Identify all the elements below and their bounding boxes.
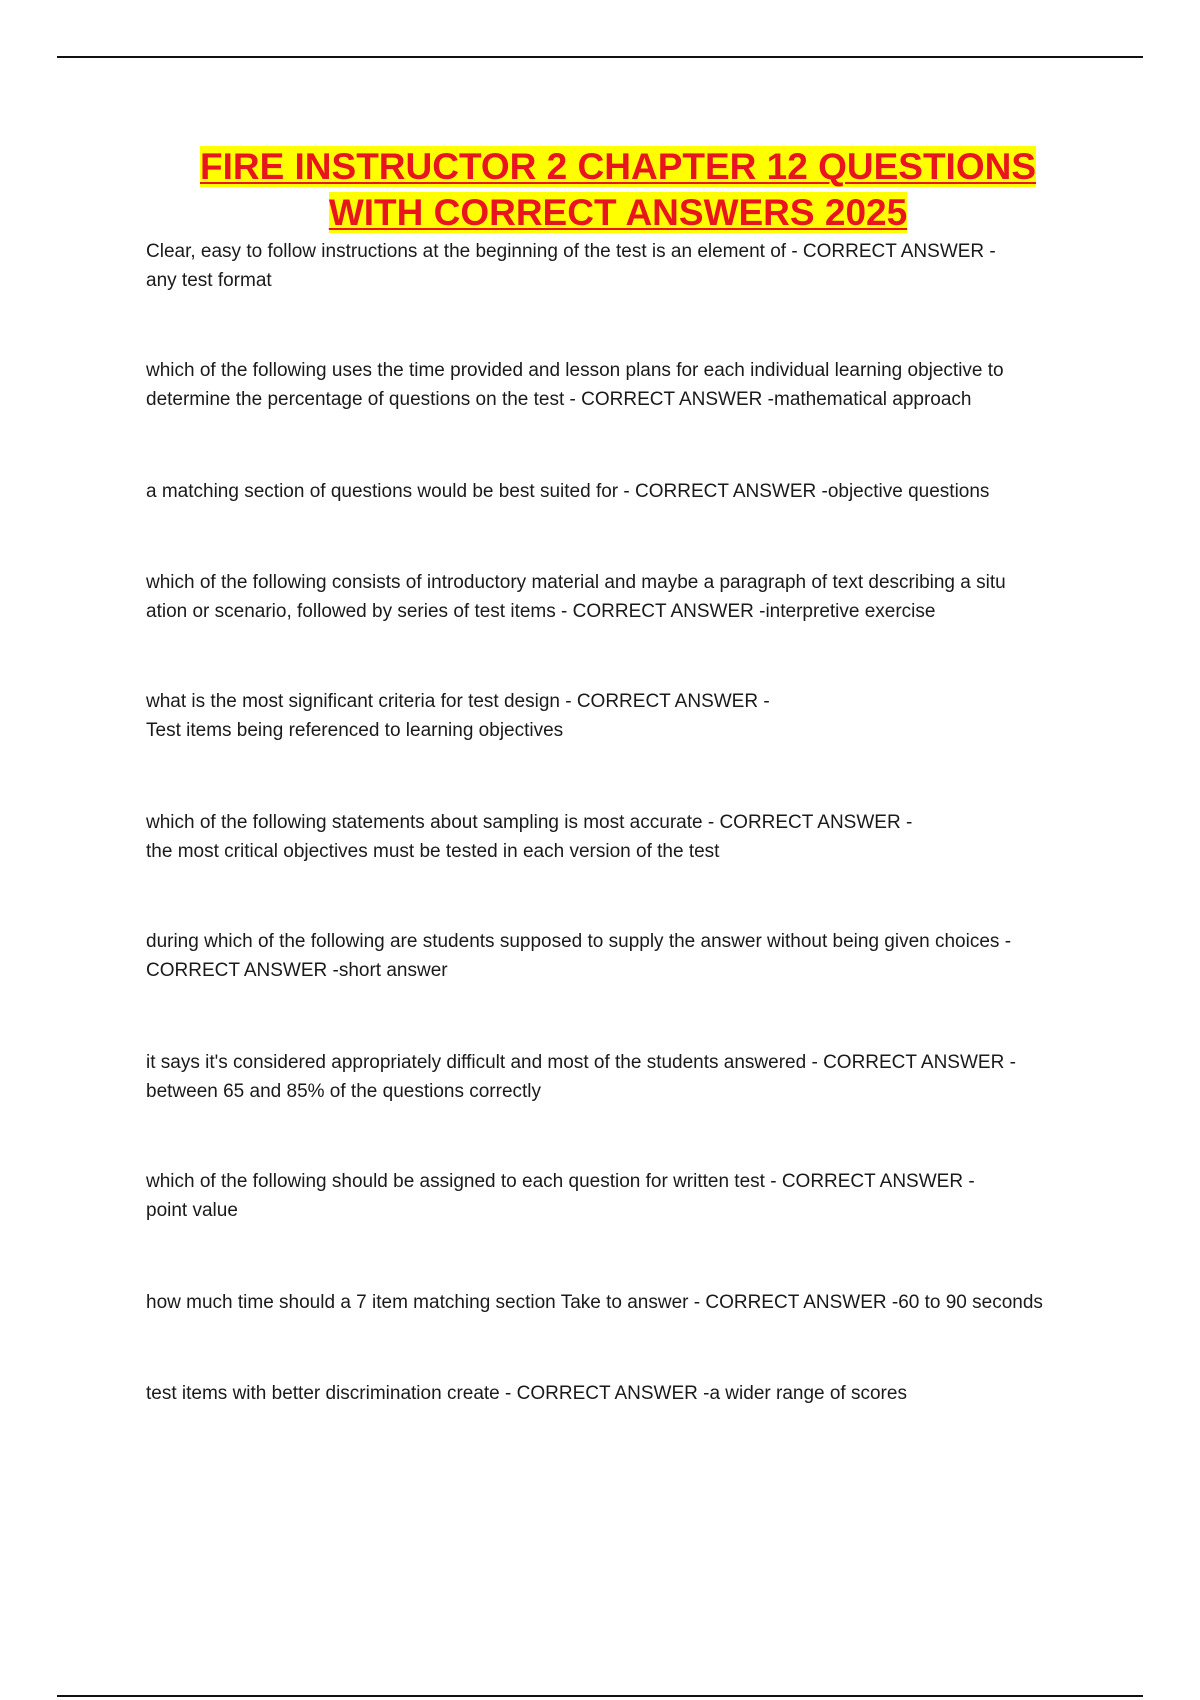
qa-item: it says it's considered appropriately difficult and most of the students answered - CORRECT ANSWER - between 65 and 85% of the questions correctly bbox=[146, 1052, 1016, 1102]
qa-item: which of the following consists of introductory material and maybe a paragraph of text describing a situ ation or scenario, followed by series of test items - CORRECT ANSWER -interpretive exercise bbox=[146, 572, 1006, 622]
question-answer-list bbox=[146, 237, 1096, 1409]
qa-item: which of the following should be assigned to each question for written test - CORRECT ANSWER - point value bbox=[146, 1171, 975, 1221]
qa-item: what is the most significant criteria for test design - CORRECT ANSWER - Test items being referenced to learning objectives bbox=[146, 691, 770, 741]
qa-item: test items with better discrimination create - CORRECT ANSWER -a wider range of scores bbox=[146, 1383, 907, 1404]
qa-item: Clear, easy to follow instructions at the beginning of the test is an element of - CORRECT ANSWER - any test format bbox=[146, 241, 996, 291]
document-title bbox=[0, 144, 1200, 236]
bottom-rule bbox=[57, 1695, 1143, 1697]
top-rule bbox=[57, 56, 1143, 58]
qa-item: how much time should a 7 item matching section Take to answer - CORRECT ANSWER -60 to 90 seconds bbox=[146, 1292, 1043, 1313]
qa-item: which of the following statements about sampling is most accurate - CORRECT ANSWER - the most critical objectives must be tested in each version of the test bbox=[146, 812, 913, 862]
title-line-2: WITH CORRECT ANSWERS 2025 bbox=[328, 192, 908, 233]
title-line-1: FIRE INSTRUCTOR 2 CHAPTER 12 QUESTIONS bbox=[199, 146, 1037, 187]
qa-item: a matching section of questions would be best suited for - CORRECT ANSWER -objective questions bbox=[146, 481, 990, 502]
qa-item: during which of the following are students supposed to supply the answer without being given choices - CORRECT ANSWER -short answer bbox=[146, 931, 1012, 981]
qa-item: which of the following uses the time provided and lesson plans for each individual learning objective to determine the percentage of questions on the test - CORRECT ANSWER -mathematical approach bbox=[146, 360, 1004, 410]
